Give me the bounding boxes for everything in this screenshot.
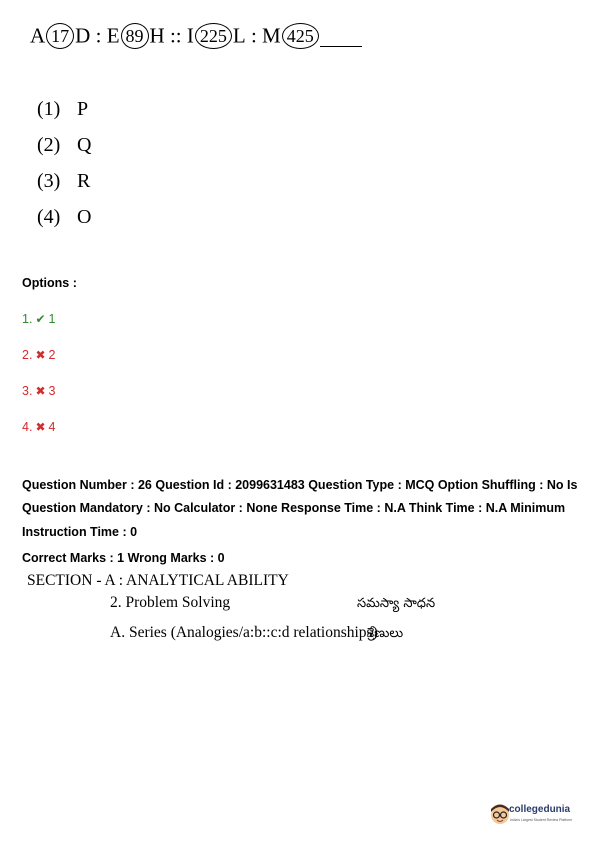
letter-l: L <box>232 23 246 48</box>
letter-d: D <box>75 23 91 48</box>
section-title: SECTION - A : ANALYTICAL ABILITY <box>27 572 289 589</box>
choice-text: P <box>77 98 89 120</box>
choice-1 <box>37 98 88 121</box>
choice-4 <box>37 206 91 229</box>
question-meta-line-2: Question Mandatory : No Calculator : None Response Time : N.A Think Time : N.A Minimum <box>22 501 566 515</box>
circled-number-2: 89 <box>121 23 149 49</box>
section-topic: 2. Problem Solving <box>110 594 231 611</box>
option-label: 1. <box>22 312 33 326</box>
section-subtopic: A. Series (Analogies/a:b::c:d relationships) <box>110 624 378 641</box>
choice-number: (2) <box>37 134 61 156</box>
option-1 <box>22 312 55 326</box>
choice-2 <box>37 134 91 157</box>
option-3 <box>22 384 55 398</box>
option-label: 4. <box>22 420 33 434</box>
option-value: 2 <box>48 348 56 362</box>
answer-blank <box>320 26 362 47</box>
letter-h: H <box>149 23 165 48</box>
choice-text: Q <box>77 134 92 156</box>
letter-m: M <box>262 23 281 48</box>
option-label: 3. <box>22 384 33 398</box>
brand-name: collegedunia <box>509 804 571 815</box>
option-value: 3 <box>48 384 56 398</box>
cross-icon: ✖ <box>35 420 46 434</box>
brand-tagline: India's Largest Student Review Platform <box>510 818 573 822</box>
separator-1: : <box>95 23 102 48</box>
letter-e: E <box>106 23 120 48</box>
question-meta-marks: Correct Marks : 1 Wrong Marks : 0 <box>22 551 225 565</box>
check-icon: ✔ <box>35 312 46 326</box>
circled-number-3: 225 <box>195 23 232 49</box>
section-subtopic-telugu: శ్రేణులు <box>367 626 404 641</box>
circled-number-1: 17 <box>46 23 74 49</box>
choice-number: (4) <box>37 206 61 228</box>
mascot-icon <box>489 800 511 830</box>
option-label: 2. <box>22 348 33 362</box>
choice-3 <box>37 170 90 193</box>
question-meta-line-3: Instruction Time : 0 <box>22 525 138 539</box>
choice-text: R <box>77 170 91 192</box>
question-meta-line-1: Question Number : 26 Question Id : 2099631483 Question Type : MCQ Option Shuffling : No Is <box>22 478 578 492</box>
question-series-line <box>30 22 362 49</box>
choice-text: O <box>77 206 92 228</box>
options-heading: Options : <box>22 276 77 290</box>
option-4 <box>22 420 55 434</box>
option-2 <box>22 348 55 362</box>
cross-icon: ✖ <box>35 384 46 398</box>
option-value: 1 <box>48 312 56 326</box>
option-value: 4 <box>48 420 56 434</box>
choice-number: (1) <box>37 98 61 120</box>
cross-icon: ✖ <box>35 348 46 362</box>
separator-3: : <box>250 23 257 48</box>
section-topic-telugu: సమస్యా సాధన <box>357 596 436 611</box>
choice-number: (3) <box>37 170 61 192</box>
letter-i: I <box>186 23 194 48</box>
circled-number-4: 425 <box>282 23 319 49</box>
separator-2: :: <box>169 23 182 48</box>
letter-a: A <box>30 23 46 48</box>
